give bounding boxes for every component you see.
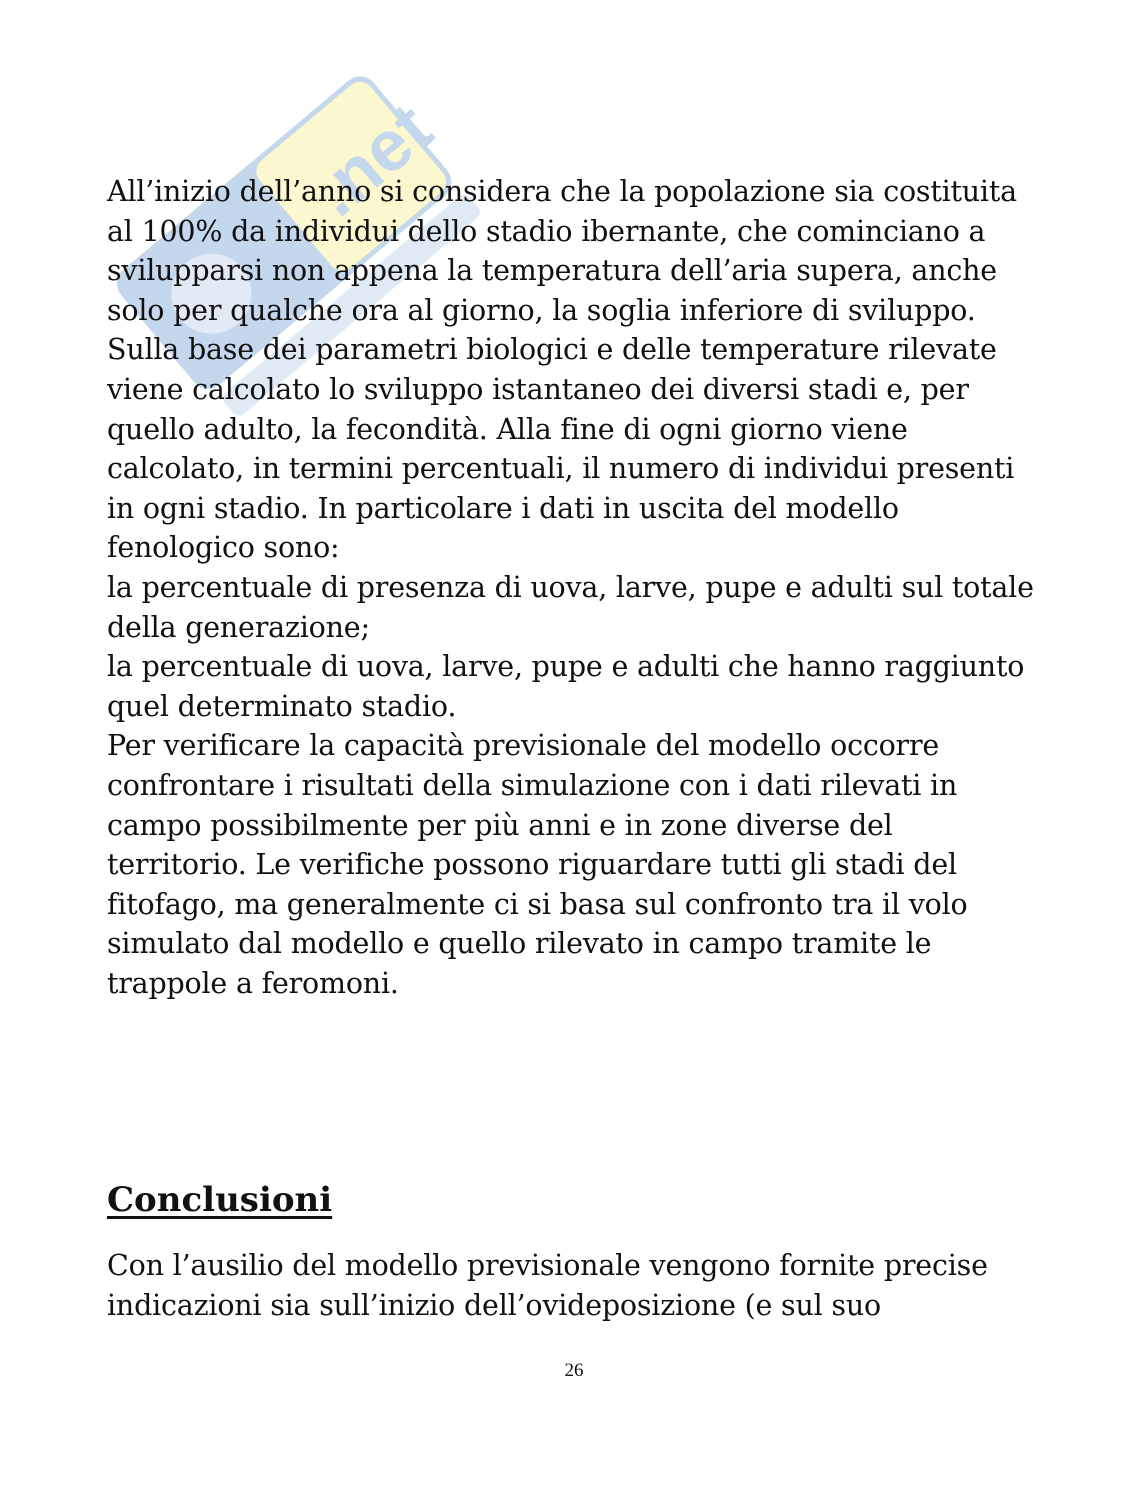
text-line: solo per qualche ora al giorno, la soglia inferiore di sviluppo.: [107, 293, 976, 327]
text-line: fitofago, ma generalmente ci si basa sul confronto tra il volo: [107, 887, 968, 921]
text-line: fenologico sono:: [107, 531, 340, 565]
text-line: quello adulto, la fecondità. Alla fine di ogni giorno viene: [107, 412, 908, 446]
text-line: Sulla base dei parametri biologici e delle temperature rilevate: [107, 333, 997, 367]
text-line: della generazione;: [107, 610, 370, 644]
conclusion-text: [107, 1246, 1047, 1325]
page-number: 26: [564, 1360, 584, 1381]
text-line: viene calcolato lo sviluppo istantaneo dei diversi stadi e, per: [107, 372, 969, 406]
text-line: territorio. Le verifiche possono riguardare tutti gli stadi del: [107, 848, 957, 882]
body-text: [107, 172, 1047, 1003]
text-line: la percentuale di uova, larve, pupe e adulti che hanno raggiunto: [107, 650, 1025, 684]
section-heading: Conclusioni: [107, 1180, 333, 1220]
text-line: All’inizio dell’anno si considera che la popolazione sia costituita: [107, 175, 1017, 208]
text-line: indicazioni sia sull’inizio dell’ovideposizione (e sul suo: [107, 1288, 881, 1322]
text-line: calcolato, in termini percentuali, il numero di individui presenti: [107, 452, 1015, 486]
text-line: trappole a feromoni.: [107, 966, 399, 1000]
text-line: confrontare i risultati della simulazione con i dati rilevati in: [107, 768, 958, 802]
text-line: al 100% da individui dello stadio ibernante, che cominciano a: [107, 214, 986, 248]
text-line: Con l’ausilio del modello previsionale vengono fornite precise: [107, 1249, 988, 1282]
text-line: svilupparsi non appena la temperatura dell’aria supera, anche: [107, 254, 997, 288]
text-line: simulato dal modello e quello rilevato in campo tramite le: [107, 927, 932, 961]
text-line: la percentuale di presenza di uova, larve, pupe e adulti sul totale: [107, 570, 1034, 604]
body-paragraph: [107, 172, 1047, 1003]
text-line: quel determinato stadio.: [107, 689, 457, 723]
text-line: Per verificare la capacità previsionale del modello occorre: [107, 729, 940, 763]
text-line: campo possibilmente per più anni e in zone diverse del: [107, 808, 893, 842]
conclusion-paragraph: [107, 1246, 1047, 1325]
text-line: in ogni stadio. In particolare i dati in uscita del modello: [107, 491, 899, 525]
watermark-text: .net: [297, 88, 447, 232]
